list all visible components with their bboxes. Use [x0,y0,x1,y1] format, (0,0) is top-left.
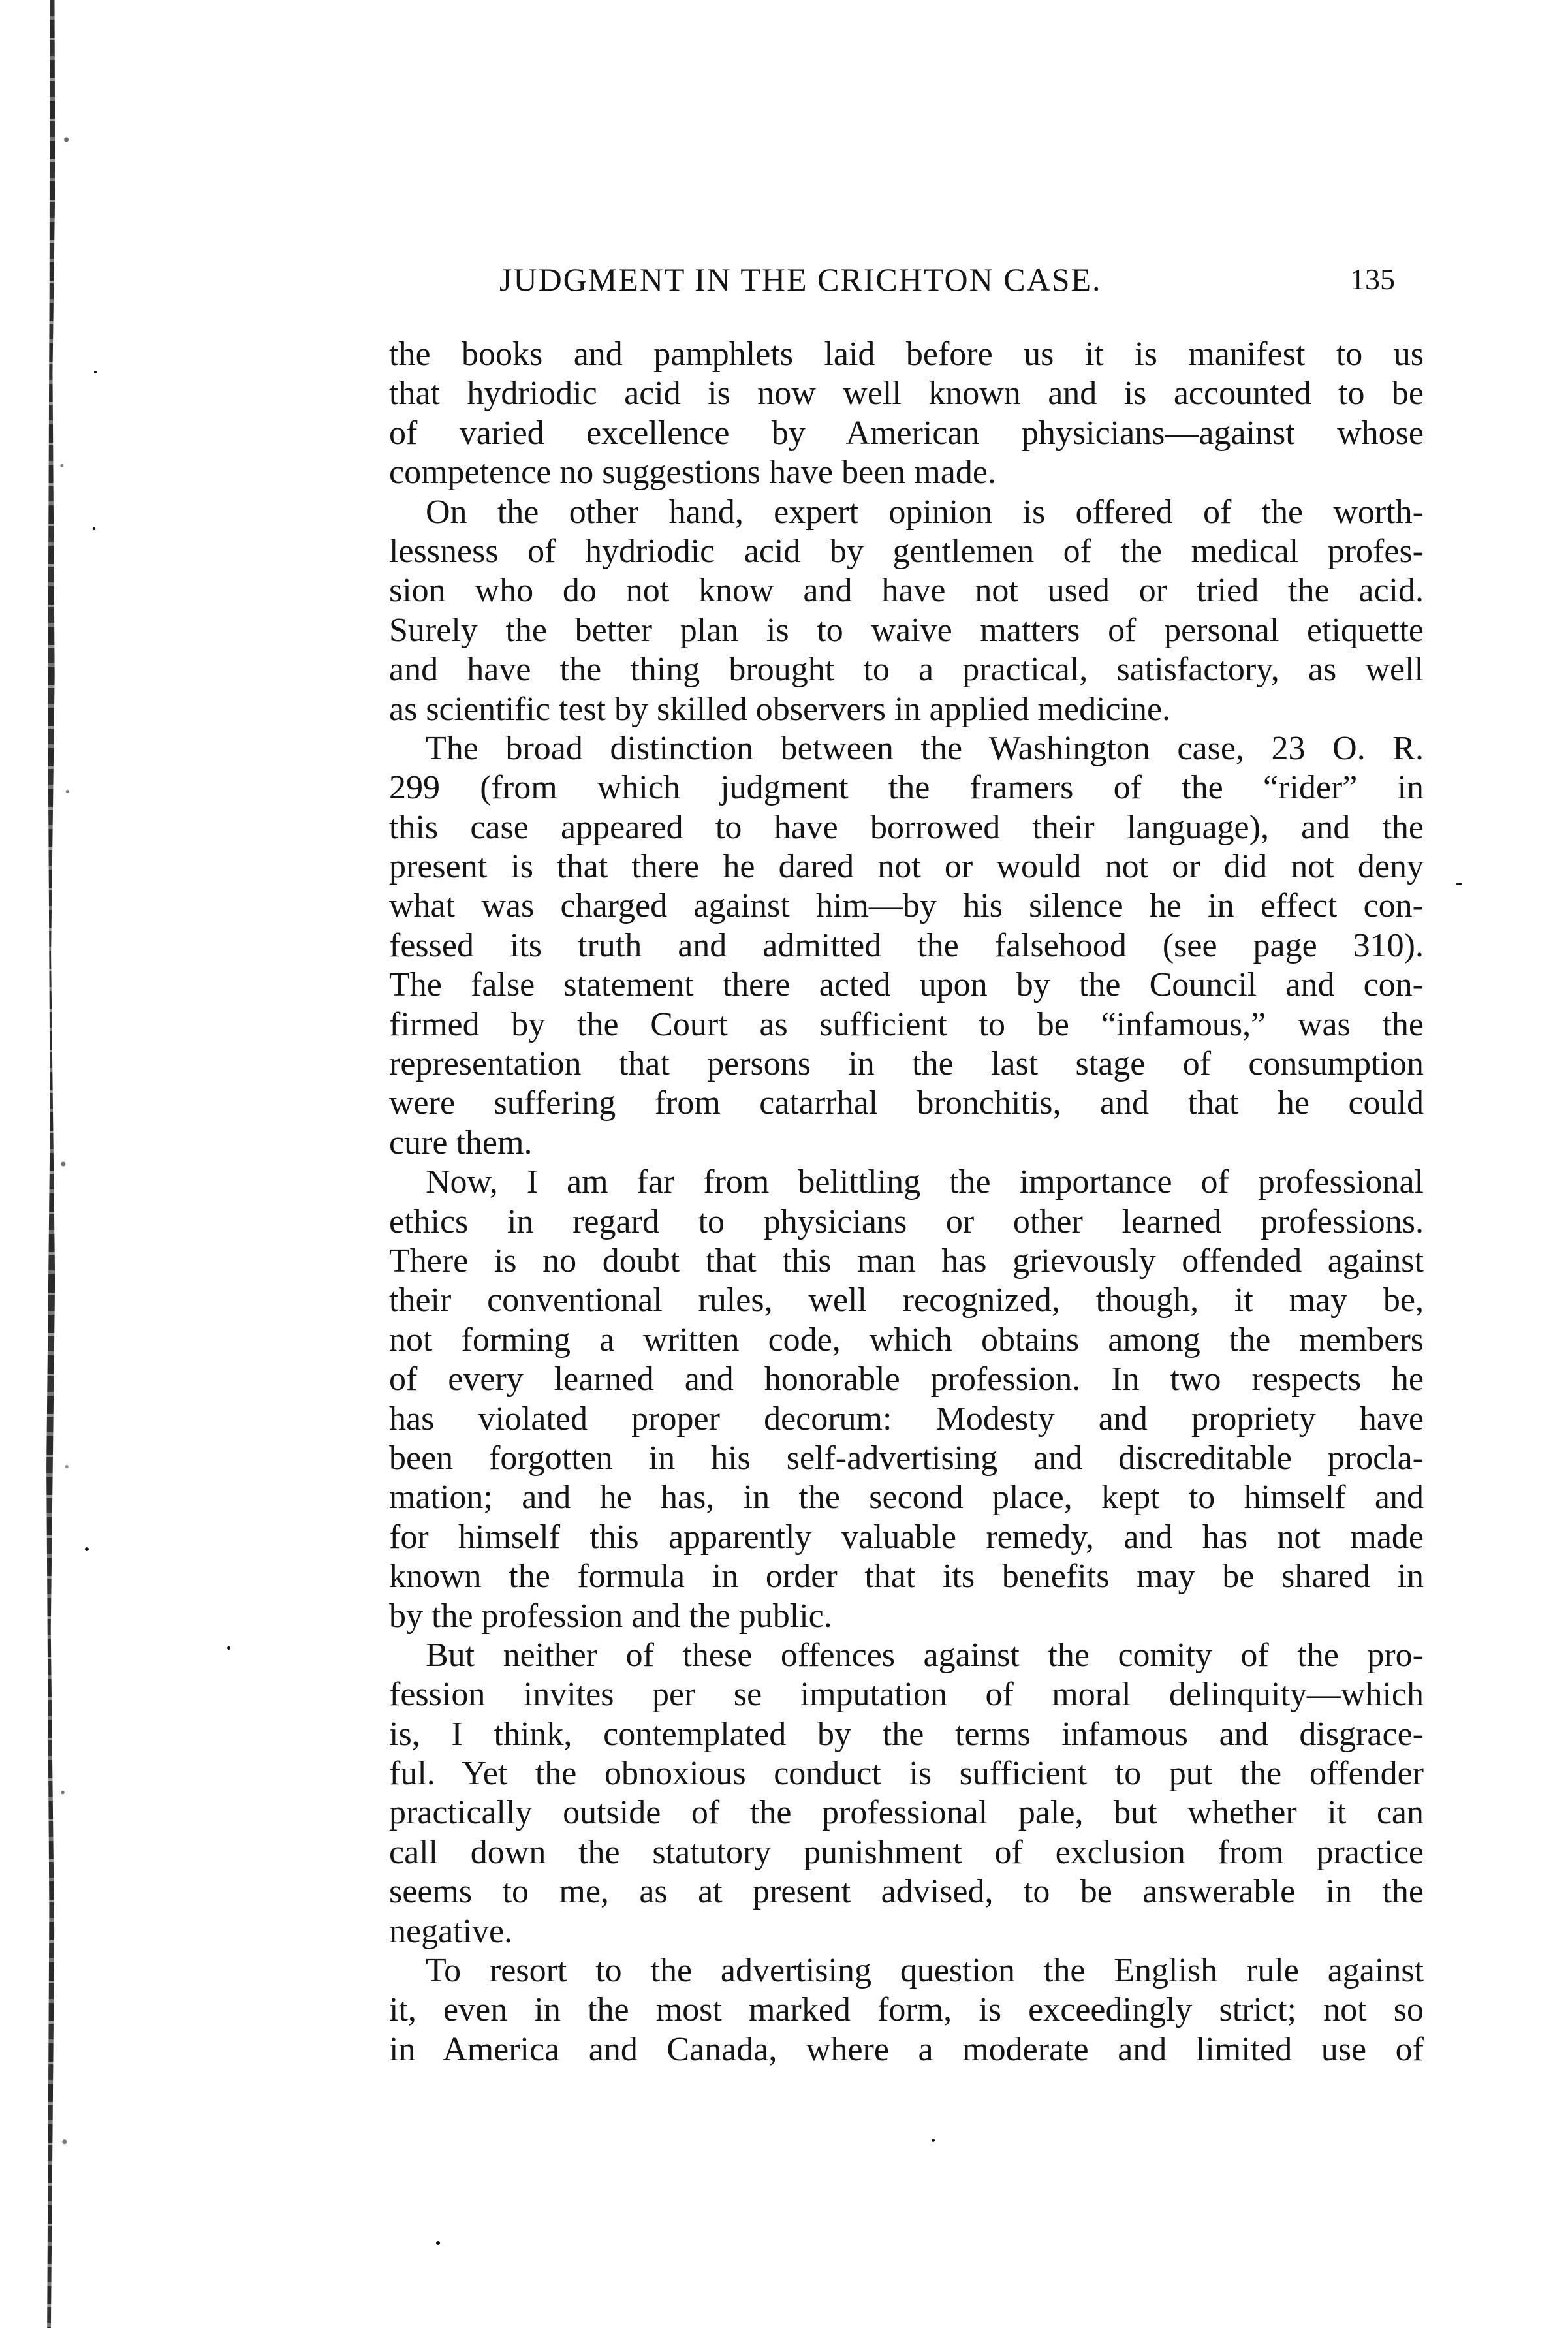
text-line: lessness of hydriodic acid by gentlemen of the medical profes- [389,532,1424,570]
text-line: The false statement there acted upon by the Council and con- [389,966,1424,1004]
text-line: were suffering from catarrhal bronchitis, and that he could [389,1084,1424,1122]
text-line: Surely the better plan is to waive matters of personal etiquette [389,611,1424,649]
text-line: present is that there he dared not or would not or did not deny [389,848,1424,886]
text-line: known the formula in order that its benefits may be shared in [389,1558,1424,1596]
text-line: is, I think, contemplated by the terms infamous and disgrace- [389,1715,1424,1753]
scan-speck [932,2139,935,2142]
text-line: call down the statutory punishment of exclusion from practice [389,1833,1424,1871]
text-line: 299 (from which judgment the framers of the “rider” in [389,769,1424,807]
binding-edge [46,0,57,2328]
text-line: of varied excellence by American physicians—against whose [389,414,1424,452]
text-line: been forgotten in his self-advertising and discreditable procla- [389,1439,1424,1477]
paragraph-start-line: To resort to the advertising question the English rule against [426,1952,1424,1990]
text-line: it, even in the most marked form, is exceedingly strict; not so [389,1991,1424,2029]
text-line: the books and pamphlets laid before us it is manifest to us [389,336,1424,373]
body-text [389,335,1424,2069]
paragraph-start-line: On the other hand, expert opinion is offered of the worth- [426,493,1424,531]
text-line: and have the thing brought to a practical, satisfactory, as well [389,651,1424,689]
text-line: that hydriodic acid is now well known and is accounted to be [389,375,1424,413]
scan-speck [436,2241,440,2245]
paragraph-start-line: But neither of these offences against the comity of the pro- [426,1636,1424,1674]
text-line: sion who do not know and have not used or tried the acid. [389,572,1424,610]
text-line: firmed by the Court as sufficient to be “infamous,” was the [389,1005,1424,1043]
paragraph-start-line: Now, I am far from belittling the importance of professional [426,1163,1424,1201]
text-line: their conventional rules, well recognized, though, it may be, [389,1282,1424,1319]
page-number: 135 [1350,262,1395,296]
scan-speck [94,371,97,373]
text-line: seems to me, as at present advised, to be answerable in the [389,1873,1424,1911]
text-line: practically outside of the professional pale, but whether it can [389,1794,1424,1832]
text-line: of every learned and honorable profession. In two respects he [389,1361,1424,1398]
text-line: cure them. [389,1124,533,1161]
text-line: mation; and he has, in the second place, kept to himself and [389,1479,1424,1517]
text-line: for himself this apparently valuable remedy, and has not made [389,1518,1424,1556]
scan-speck [93,527,95,530]
text-line: There is no doubt that this man has grievously offended against [389,1242,1424,1280]
text-line: ful. Yet the obnoxious conduct is sufficient to put the offender [389,1755,1424,1793]
text-line: has violated proper decorum: Modesty and propriety have [389,1400,1424,1438]
paragraph-start-line: The broad distinction between the Washington case, 23 O. R. [426,729,1424,767]
text-line: what was charged against him—by his silence he in effect con- [389,887,1424,925]
text-line: ethics in regard to physicians or other learned professions. [389,1203,1424,1240]
text-line: not forming a written code, which obtains among the members [389,1321,1424,1359]
text-line: representation that persons in the last stage of consumption [389,1045,1424,1083]
binding-fragments [57,0,80,2328]
text-line: fessed its truth and admitted the falsehood (see page 310). [389,926,1424,964]
text-line: competence no suggestions have been made. [389,454,996,492]
scan-speck [85,1547,89,1551]
page-title: JUDGMENT IN THE CRICHTON CASE. [499,261,1102,298]
text-line: as scientific test by skilled observers in applied medicine. [389,690,1171,728]
text-line: fession invites per se imputation of moral delinquity—which [389,1676,1424,1714]
text-line: by the profession and the public. [389,1597,832,1635]
scan-speck [227,1646,230,1650]
scan-speck [1456,883,1462,885]
running-header [499,260,1407,299]
text-line: this case appeared to have borrowed their language), and the [389,808,1424,846]
text-line: in America and Canada, where a moderate and limited use of [389,2030,1424,2068]
text-line: negative. [389,1912,513,1950]
